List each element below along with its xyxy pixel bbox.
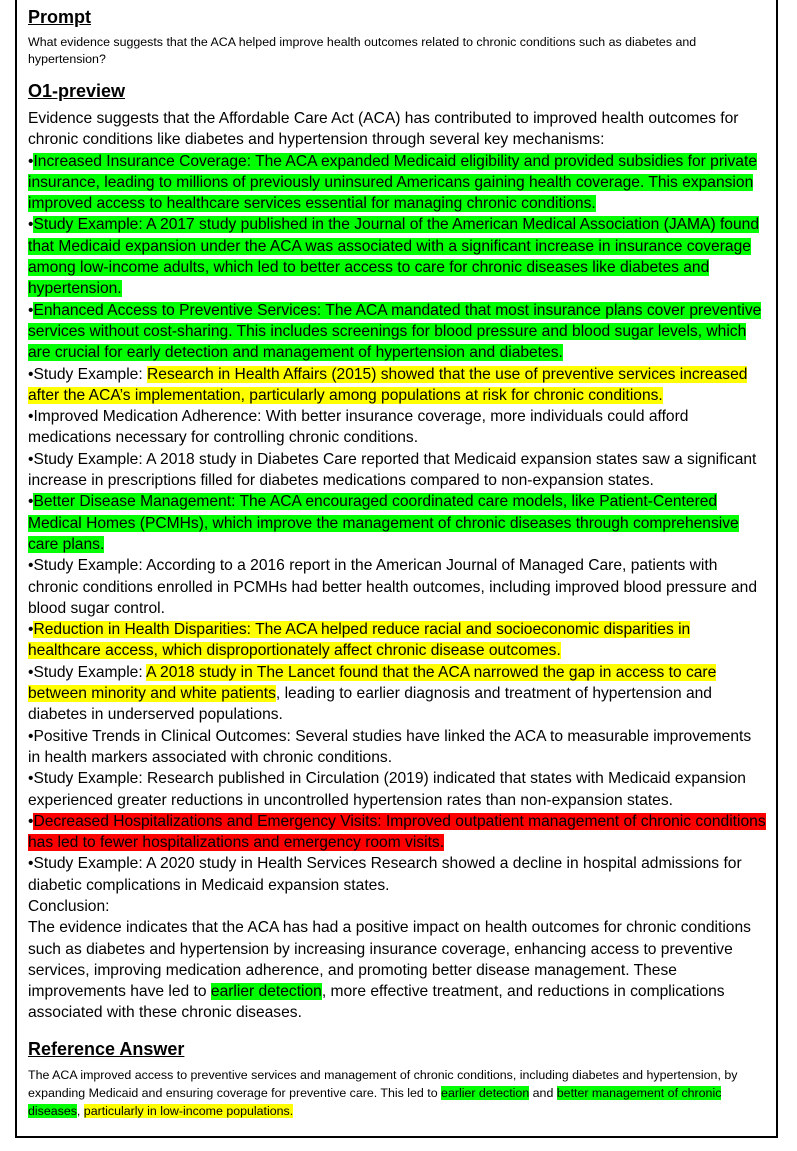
bullet: •	[28, 812, 34, 830]
answer-point	[28, 768, 766, 811]
point-text: Study Example: A 2018 study in Diabetes Care reported that Medicaid expansion states saw a significant increase in prescriptions filled for diabetes medications compared to non-expansion states.	[28, 450, 757, 490]
conclusion-part: The evidence indicates that the ACA has had a positive impact on health outcomes for chronic conditions such as diabetes and hypertension by increasing insurance coverage, enhancing access to preventive services, improving medication adherence, and promoting better disease management. These improvements have led to	[28, 919, 751, 1001]
answer-point	[28, 555, 766, 619]
point-text: Study Example: A 2020 study in Health Services Research showed a decline in hospital admissions for diabetic complications in Medicaid expansion states.	[28, 855, 742, 894]
point-text: Improved Medication Adherence: With better insurance coverage, more individuals could afford medications necessary for controlling chronic conditions.	[28, 408, 689, 447]
point-text: Study Example:	[33, 663, 147, 681]
bullet: •	[28, 408, 34, 426]
reference-part: ,	[76, 1103, 84, 1118]
point-text: Study Example: According to a 2016 report in the American Journal of Managed Care, patients with chronic conditions enrolled in PCMHs had better health outcomes, including improved blood pressure and blood sugar control.	[28, 557, 757, 617]
bullet: •	[28, 450, 34, 468]
highlight-green: Better Disease Management: The ACA encouraged coordinated care models, like Patient-Centered Medical Homes (PCMHs), which improve the management of chronic diseases through comprehensive care plans.	[28, 493, 739, 553]
bullet: •	[28, 152, 34, 170]
conclusion-text	[28, 917, 766, 1023]
answer-intro: Evidence suggests that the Affordable Care Act (ACA) has contributed to improved health outcomes for chronic conditions like diabetes and hypertension through several key mechanisms:	[28, 110, 739, 149]
bullet: •	[28, 301, 34, 319]
answer-point	[28, 214, 766, 299]
answer-point	[28, 364, 766, 407]
highlight-green: better management of chronic diseases	[28, 1085, 722, 1118]
highlight-yellow: particularly in low-income populations.	[83, 1103, 294, 1118]
bullet: •	[28, 493, 34, 511]
point-text: Positive Trends in Clinical Outcomes: Several studies have linked the ACA to measurable improvements in health markers associated with chronic conditions.	[28, 727, 752, 766]
highlight-red: Decreased Hospitalizations and Emergency Visits: Improved outpatient management of chronic conditions has led to fewer hospitalizations and emergency room visits.	[28, 812, 766, 852]
highlight-green: earlier detection	[441, 1085, 530, 1100]
answer-point	[28, 491, 766, 555]
reference-part: The ACA improved access to preventive services and management of chronic conditions, including diabetes and hypertension, by expanding Medicaid and ensuring coverage for preventive care. This led to	[28, 1067, 738, 1100]
answer-point	[28, 726, 766, 769]
bullet: •	[28, 365, 34, 383]
answer-point	[28, 449, 766, 492]
highlight-green: Increased Insurance Coverage: The ACA expanded Medicaid eligibility and provided subsidies for private insurance, leading to millions of previously uninsured Americans gaining health coverage. This expansion improved access to healthcare services essential for managing chronic conditions.	[28, 152, 757, 213]
highlight-yellow: Research in Health Affairs (2015) showed that the use of preventive services increased after the ACA’s implementation, particularly among populations at risk for chronic conditions.	[28, 365, 748, 404]
answer-point	[28, 300, 766, 364]
conclusion-part: , more effective treatment, and reductions in complications associated with these chronic diseases.	[28, 983, 725, 1022]
bullet: •	[28, 557, 34, 575]
bullet: •	[28, 855, 34, 873]
answer-point	[28, 619, 766, 662]
highlight-green: Enhanced Access to Preventive Services: The ACA mandated that most insurance plans cover preventive services without cost-sharing. This includes screenings for blood pressure and blood sugar levels, which are crucial for early detection and management of hypertension and diabetes.	[28, 301, 762, 362]
bullet: •	[28, 621, 34, 639]
bullet: •	[28, 727, 34, 745]
o1-preview-heading: O1-preview	[28, 81, 126, 101]
point-text: Study Example:	[33, 365, 148, 383]
o1-preview-answer	[28, 108, 766, 1024]
answer-point	[28, 406, 766, 449]
bullet: •	[28, 216, 34, 234]
reference-answer-heading: Reference Answer	[28, 1038, 185, 1059]
bullet: •	[28, 770, 34, 788]
reference-part: and	[529, 1085, 557, 1100]
highlight-green: earlier detection	[210, 983, 322, 1001]
point-text: , leading to earlier diagnosis and treatment of hypertension and diabetes in underserved populations.	[28, 685, 712, 724]
reference-answer-text	[28, 1066, 766, 1120]
highlight-yellow: Reduction in Health Disparities: The ACA helped reduce racial and socioeconomic disparities in healthcare access, which disproportionately affect chronic disease outcomes.	[28, 621, 691, 660]
answer-point	[28, 662, 766, 726]
answer-point	[28, 853, 766, 896]
answer-point	[28, 811, 766, 854]
prompt-text: What evidence suggests that the ACA helped improve health outcomes related to chronic conditions such as diabetes and hypertension?	[28, 35, 697, 66]
point-text: Study Example: Research published in Circulation (2019) indicated that states with Medicaid expansion experienced greater reductions in uncontrolled hypertension rates than non-expansion states.	[28, 770, 746, 809]
highlight-yellow: A 2018 study in The Lancet found that the ACA narrowed the gap in access to care between minority and white patients	[28, 663, 717, 703]
conclusion-label: Conclusion:	[28, 897, 110, 915]
answer-point	[28, 151, 766, 215]
document-frame	[15, 0, 778, 1138]
prompt-heading: Prompt	[28, 7, 91, 27]
bullet: •	[28, 663, 34, 681]
highlight-green: Study Example: A 2017 study published in the Journal of the American Medical Association (JAMA) found that Medicaid expansion under the ACA was associated with a significant increase in insurance coverage among low-income adults, which led to better access to care for chronic diseases like diabetes and hypertension.	[28, 216, 759, 298]
